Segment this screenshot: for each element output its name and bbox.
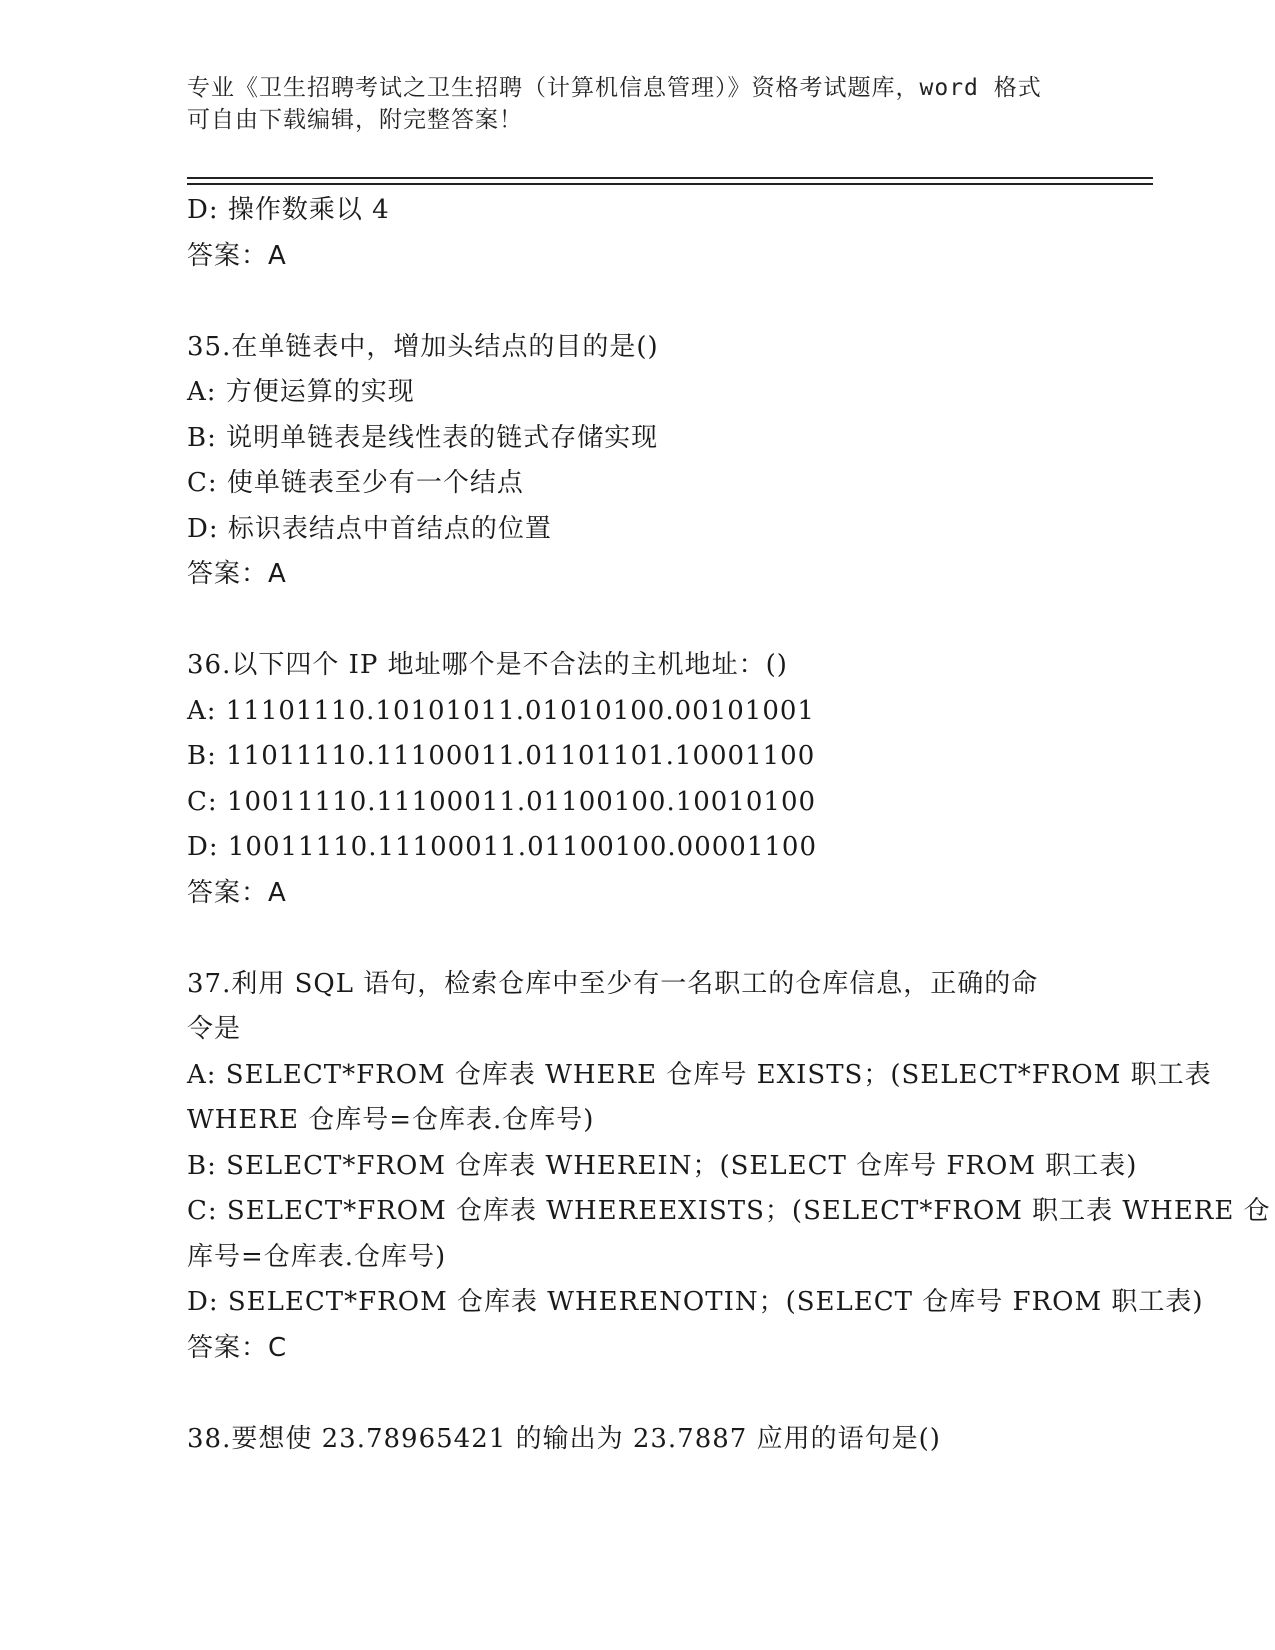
spacer — [187, 916, 1087, 962]
question-35 — [187, 325, 1087, 598]
question-text-line-2: 令是 — [187, 1014, 242, 1044]
spacer — [187, 1371, 1087, 1417]
question-34-tail — [187, 188, 1087, 279]
option-d: D: 10011110.11100011.01100100.00001100 — [187, 832, 818, 862]
option-b: B: SELECT*FROM 仓库表 WHEREIN；(SELECT 仓库号 FROM 职工表) — [187, 1150, 1138, 1181]
spacer — [187, 598, 1087, 644]
answer: 答案：C — [187, 1332, 288, 1363]
option-c-line-2: 库号=仓库表.仓库号) — [187, 1241, 447, 1272]
option-b: B: 说明单链表是线性表的链式存储实现 — [187, 422, 659, 453]
document-body — [187, 188, 1271, 1462]
option-c-line-1: C: SELECT*FROM 仓库表 WHEREEXISTS；(SELECT*FROM 职工表 WHERE 仓 — [187, 1196, 1271, 1226]
question-37 — [187, 962, 1271, 1372]
question-text: 38.要想使 23.78965421 的输出为 23.7887 应用的语句是() — [187, 1423, 941, 1454]
spacer — [187, 279, 1087, 325]
option-d: D: SELECT*FROM 仓库表 WHERENOTIN；(SELECT 仓库号 FROM 职工表) — [187, 1287, 1204, 1317]
question-text: 36.以下四个 IP 地址哪个是不合法的主机地址：() — [187, 650, 788, 680]
option-c: C: 10011110.11100011.01100100.10010100 — [187, 786, 817, 817]
answer: 答案：A — [187, 559, 287, 589]
question-38 — [187, 1417, 1087, 1463]
question-36 — [187, 643, 1087, 916]
question-text-line-1: 37.利用 SQL 语句，检索仓库中至少有一名职工的仓库信息，正确的命 — [187, 968, 1039, 999]
header-line-1: 专业《卫生招聘考试之卫生招聘（计算机信息管理）》资格考试题库，word 格式 — [187, 75, 1042, 101]
header-rule-bottom — [187, 183, 1153, 185]
option-a-line-2: WHERE 仓库号=仓库表.仓库号) — [187, 1105, 595, 1135]
option-d: D: 标识表结点中首结点的位置 — [187, 513, 552, 544]
document-header — [187, 72, 1067, 136]
option-d: D: 操作数乘以 4 — [187, 195, 390, 225]
answer: 答案：A — [187, 240, 287, 271]
option-c: C: 使单链表至少有一个结点 — [187, 468, 524, 498]
header-line-2: 可自由下载编辑，附完整答案！ — [187, 107, 523, 133]
question-text: 35.在单链表中，增加头结点的目的是() — [187, 331, 659, 362]
option-a: A: 11101110.10101011.01010100.00101001 — [187, 695, 815, 726]
option-a-line-1: A: SELECT*FROM 仓库表 WHERE 仓库号 EXISTS；(SELECT*FROM 职工表 — [187, 1059, 1212, 1090]
answer: 答案：A — [187, 877, 287, 908]
header-rule-top — [187, 177, 1153, 179]
option-a: A: 方便运算的实现 — [187, 377, 415, 407]
option-b: B: 11011110.11100011.01101101.10001100 — [187, 741, 816, 771]
